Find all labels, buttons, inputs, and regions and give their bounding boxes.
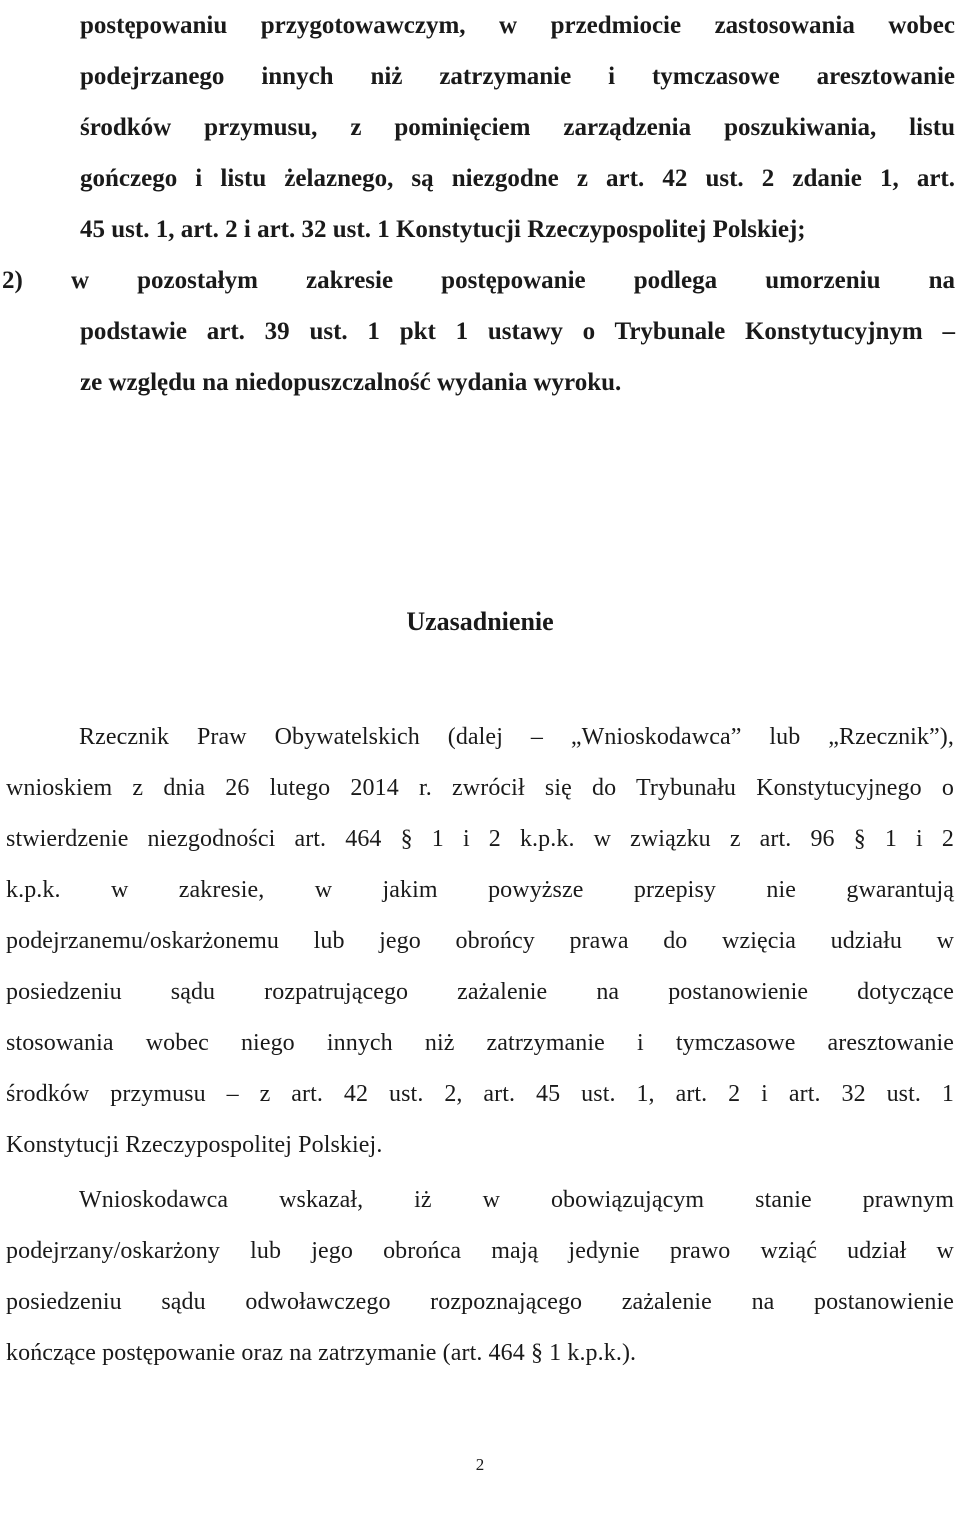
text-line: ze względu na niedopuszczalność wydania wyroku. [80,369,622,396]
section-heading: Uzasadnienie [406,607,554,636]
text-line: Rzecznik Praw Obywatelskich (dalej – „Wnioskodawca” lub „Rzecznik”), [79,724,954,750]
paragraph [6,712,954,1171]
text-line: postępowaniu przygotowawczym, w przedmiocie zastosowania wobec [80,12,955,39]
text-line: 45 ust. 1, art. 2 i art. 32 ust. 1 Konstytucji Rzeczypospolitej Polskiej; [80,216,806,243]
text-line: stosowania wobec niego innych niż zatrzymanie i tymczasowe aresztowanie [6,1030,954,1056]
page-number: 2 [475,1455,485,1474]
paragraph [6,1175,954,1379]
text-line: środków przymusu, z pominięciem zarządzenia poszukiwania, listu [80,114,955,141]
text-line: podstawie art. 39 ust. 1 pkt 1 ustawy o Trybunale Konstytucyjnym – [80,318,955,345]
text-line: kończące postępowanie oraz na zatrzymanie (art. 464 § 1 k.p.k.). [6,1340,637,1366]
text-line: stwierdzenie niezgodności art. 464 § 1 i 2 k.p.k. w związku z art. 96 § 1 i 2 [6,826,954,852]
text-line: Wnioskodawca wskazał, iż w obowiązującym stanie prawnym [79,1187,954,1213]
text-line: Konstytucji Rzeczypospolitej Polskiej. [6,1132,383,1158]
ruling-points [2,0,955,408]
text-line: 2) w pozostałym zakresie postępowanie podlega umorzeniu na [2,267,955,294]
text-line: środków przymusu – z art. 42 ust. 2, art. 45 ust. 1, art. 2 i art. 32 ust. 1 [6,1081,954,1107]
text-line: gończego i listu żelaznego, są niezgodne z art. 42 ust. 2 zdanie 1, art. [80,165,955,192]
text-line: posiedzeniu sądu rozpatrującego zażalenie na postanowienie dotyczące [6,979,954,1005]
text-line: podejrzanego innych niż zatrzymanie i tymczasowe aresztowanie [80,63,955,90]
ruling-point-1-continuation [80,0,955,255]
text-line: podejrzany/oskarżony lub jego obrońca mają jedynie prawo wziąć udział w [6,1238,954,1264]
text-line: podejrzanemu/oskarżonemu lub jego obrońcy prawa do wzięcia udziału w [6,928,954,954]
ruling-point-2 [2,255,955,408]
text-line: posiedzeniu sądu odwoławczego rozpoznającego zażalenie na postanowienie [6,1289,954,1315]
text-line: k.p.k. w zakresie, w jakim powyższe przepisy nie gwarantują [6,877,954,903]
text-line: wnioskiem z dnia 26 lutego 2014 r. zwrócił się do Trybunału Konstytucyjnego o [6,775,954,801]
